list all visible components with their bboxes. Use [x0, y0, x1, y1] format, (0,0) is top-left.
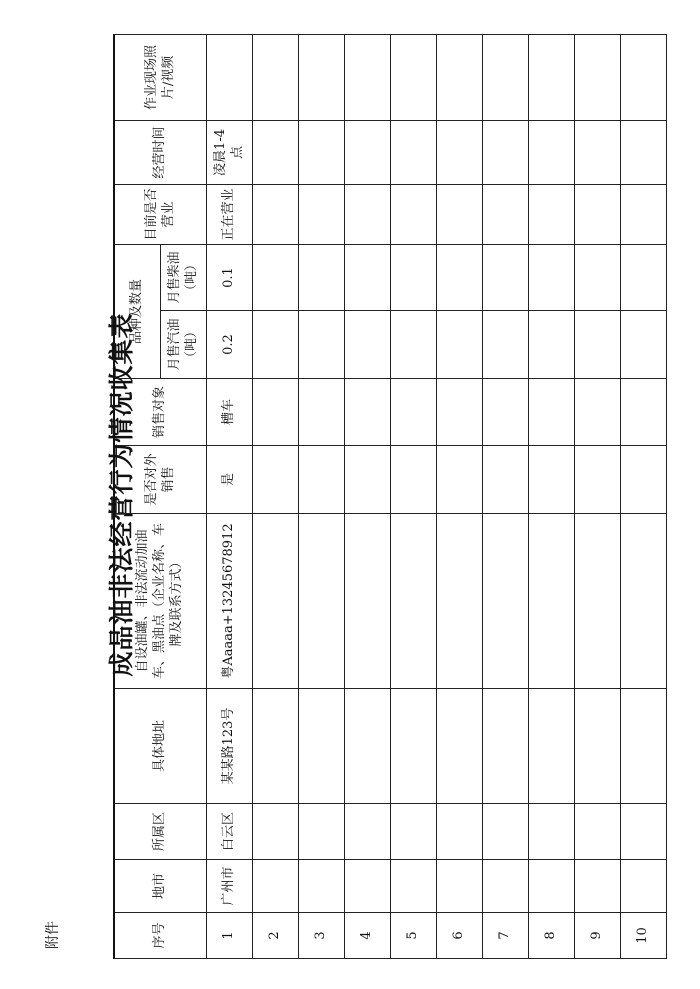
cell-gasoline — [391, 311, 437, 379]
cell-diesel — [391, 244, 437, 310]
cell-diesel — [345, 244, 391, 310]
cell-point — [529, 514, 575, 689]
header-photos: 作业现场照片/视频 — [114, 34, 207, 120]
cell-city — [575, 860, 621, 913]
cell-sales-target — [299, 379, 345, 446]
cell-operating — [253, 184, 299, 244]
attachment-label: 附件 — [45, 921, 61, 949]
cell-gasoline: 0.2 — [207, 311, 253, 379]
header-product-group: 品种及数量 — [114, 244, 161, 378]
cell-seq: 8 — [529, 913, 575, 959]
cell-photos — [529, 34, 575, 120]
cell-seq: 5 — [391, 913, 437, 959]
table-row — [483, 34, 529, 958]
cell-gasoline — [345, 311, 391, 379]
cell-seq: 9 — [575, 913, 621, 959]
cell-district — [437, 804, 483, 860]
cell-seq: 1 — [207, 913, 253, 959]
cell-hours: 凌晨1-4点 — [207, 120, 253, 184]
cell-point — [483, 514, 529, 689]
cell-district — [575, 804, 621, 860]
cell-sales-target — [253, 379, 299, 446]
table-row — [253, 34, 299, 958]
table-row — [345, 34, 391, 958]
cell-gasoline — [437, 311, 483, 379]
cell-point — [391, 514, 437, 689]
table-row — [437, 34, 483, 958]
cell-photos — [345, 34, 391, 120]
cell-city — [391, 860, 437, 913]
cell-operating — [299, 184, 345, 244]
table-row — [575, 34, 621, 958]
header-seq: 序号 — [114, 913, 207, 959]
cell-address: 某某路123号 — [207, 689, 253, 804]
cell-point — [575, 514, 621, 689]
cell-external-sale — [345, 446, 391, 514]
cell-diesel — [621, 244, 667, 310]
cell-address — [483, 689, 529, 804]
cell-external-sale — [299, 446, 345, 514]
cell-operating — [575, 184, 621, 244]
cell-operating — [483, 184, 529, 244]
cell-city — [621, 860, 667, 913]
cell-photos — [299, 34, 345, 120]
cell-gasoline — [529, 311, 575, 379]
cell-city — [483, 860, 529, 913]
cell-district: 白云区 — [207, 804, 253, 860]
cell-diesel — [483, 244, 529, 310]
cell-operating — [437, 184, 483, 244]
cell-city — [299, 860, 345, 913]
cell-photos — [621, 34, 667, 120]
cell-gasoline — [483, 311, 529, 379]
page-title: 成品油非法经营行为情况收集表 — [107, 312, 136, 677]
cell-point — [299, 514, 345, 689]
cell-diesel — [437, 244, 483, 310]
cell-photos — [575, 34, 621, 120]
header-operating: 目前是否营业 — [114, 184, 207, 244]
cell-hours — [253, 120, 299, 184]
cell-seq: 10 — [621, 913, 667, 959]
cell-external-sale — [253, 446, 299, 514]
cell-address — [253, 689, 299, 804]
cell-hours — [621, 120, 667, 184]
cell-seq: 3 — [299, 913, 345, 959]
cell-sales-target — [437, 379, 483, 446]
cell-external-sale — [529, 446, 575, 514]
cell-operating — [621, 184, 667, 244]
table-row — [299, 34, 345, 958]
cell-external-sale — [621, 446, 667, 514]
table-row — [391, 34, 437, 958]
cell-photos — [437, 34, 483, 120]
cell-district — [345, 804, 391, 860]
cell-address — [575, 689, 621, 804]
header-point: 自设油罐、非法流动加油车、黑油点（企业名称、车牌及联系方式） — [114, 514, 207, 689]
cell-operating — [391, 184, 437, 244]
cell-hours — [345, 120, 391, 184]
collection-table — [113, 34, 667, 959]
cell-city — [529, 860, 575, 913]
cell-photos — [483, 34, 529, 120]
cell-district — [299, 804, 345, 860]
cell-district — [253, 804, 299, 860]
cell-photos — [207, 34, 253, 120]
table-row — [529, 34, 575, 958]
cell-external-sale: 是 — [207, 446, 253, 514]
cell-hours — [529, 120, 575, 184]
cell-point — [437, 514, 483, 689]
cell-hours — [483, 120, 529, 184]
cell-point — [345, 514, 391, 689]
cell-point: 粤Aaaaa+13245678912 — [207, 514, 253, 689]
cell-point — [253, 514, 299, 689]
cell-sales-target — [621, 379, 667, 446]
table-body — [207, 34, 667, 958]
cell-sales-target — [345, 379, 391, 446]
cell-diesel — [529, 244, 575, 310]
header-city: 地市 — [114, 860, 207, 913]
cell-external-sale — [575, 446, 621, 514]
cell-external-sale — [437, 446, 483, 514]
cell-diesel — [575, 244, 621, 310]
cell-hours — [437, 120, 483, 184]
cell-sales-target — [483, 379, 529, 446]
cell-seq: 4 — [345, 913, 391, 959]
cell-city — [253, 860, 299, 913]
cell-gasoline — [299, 311, 345, 379]
cell-diesel: 0.1 — [207, 244, 253, 310]
cell-gasoline — [253, 311, 299, 379]
cell-hours — [575, 120, 621, 184]
cell-district — [529, 804, 575, 860]
cell-city — [345, 860, 391, 913]
cell-operating: 正在营业 — [207, 184, 253, 244]
table-row — [207, 34, 253, 958]
cell-address — [529, 689, 575, 804]
cell-district — [391, 804, 437, 860]
cell-diesel — [299, 244, 345, 310]
cell-photos — [253, 34, 299, 120]
cell-sales-target: 槽车 — [207, 379, 253, 446]
cell-external-sale — [391, 446, 437, 514]
header-sales-target: 销售对象 — [114, 379, 207, 446]
header-diesel: 月售柴油（吨） — [161, 244, 207, 310]
header-external-sale: 是否对外销售 — [114, 446, 207, 514]
cell-hours — [299, 120, 345, 184]
cell-district — [483, 804, 529, 860]
cell-gasoline — [575, 311, 621, 379]
cell-seq: 7 — [483, 913, 529, 959]
cell-hours — [391, 120, 437, 184]
table-row — [621, 34, 667, 958]
cell-diesel — [253, 244, 299, 310]
cell-address — [345, 689, 391, 804]
cell-address — [391, 689, 437, 804]
cell-address — [621, 689, 667, 804]
cell-seq: 2 — [253, 913, 299, 959]
cell-address — [299, 689, 345, 804]
header-gasoline: 月售汽油（吨） — [161, 311, 207, 379]
cell-gasoline — [621, 311, 667, 379]
cell-point — [621, 514, 667, 689]
header-hours: 经营时间 — [114, 120, 207, 184]
cell-sales-target — [391, 379, 437, 446]
cell-sales-target — [575, 379, 621, 446]
cell-address — [437, 689, 483, 804]
cell-seq: 6 — [437, 913, 483, 959]
cell-district — [621, 804, 667, 860]
cell-city — [437, 860, 483, 913]
cell-operating — [345, 184, 391, 244]
cell-operating — [529, 184, 575, 244]
cell-external-sale — [483, 446, 529, 514]
header-district: 所属区 — [114, 804, 207, 860]
cell-sales-target — [529, 379, 575, 446]
cell-photos — [391, 34, 437, 120]
header-address: 具体地址 — [114, 689, 207, 804]
cell-city: 广州市 — [207, 860, 253, 913]
